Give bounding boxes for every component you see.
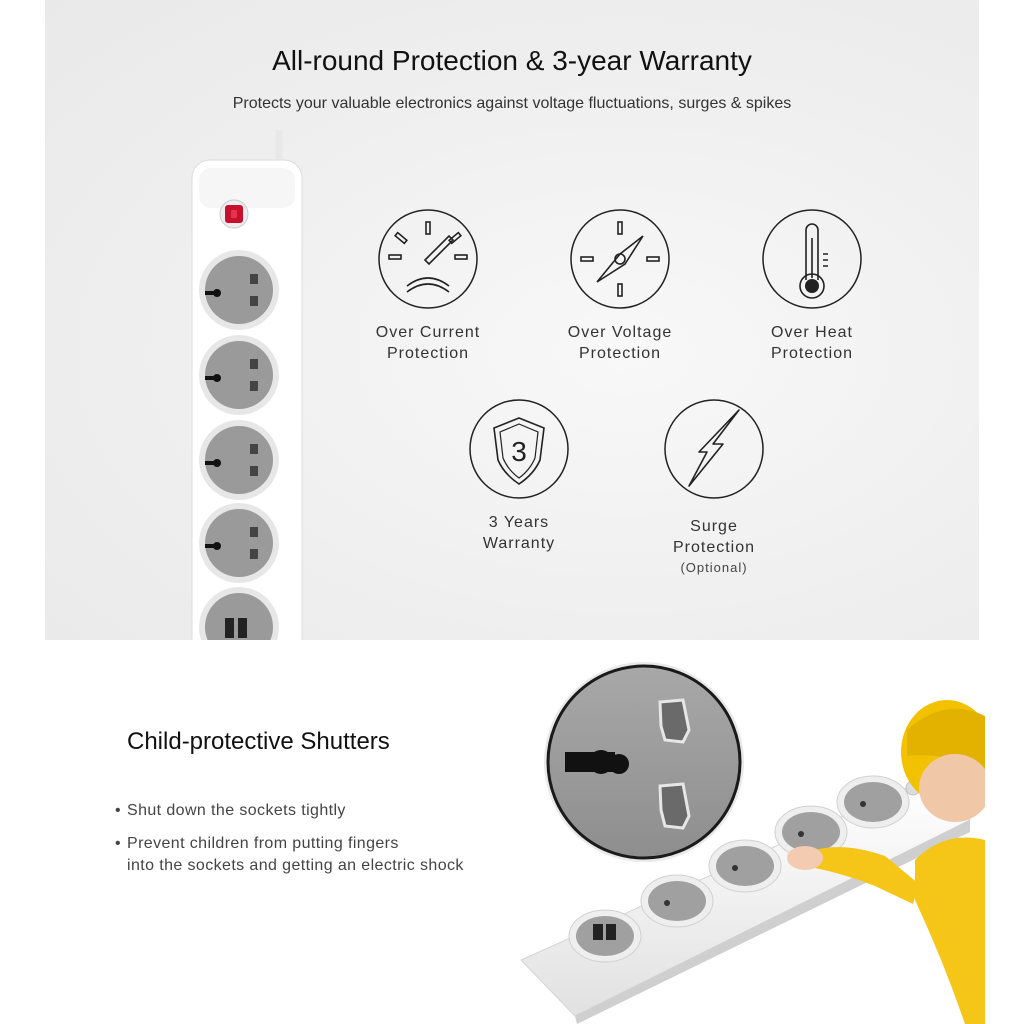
bullet-item: • Shut down the sockets tightly <box>115 800 515 822</box>
over-current-gauge-icon <box>377 208 479 310</box>
feature-label: Surge Protection <box>672 518 756 556</box>
feature-label: Over Heat Protection <box>770 324 854 362</box>
feature-label: Over Current Protection <box>375 324 481 362</box>
child-safety-photo <box>515 660 985 1024</box>
power-strip-image <box>187 130 307 640</box>
feature-label: 3 Years Warranty <box>482 514 556 552</box>
bullet-item: • Prevent children from putting fingers into the sockets and getting an electric shock <box>115 833 515 877</box>
feature-note: (Optional) <box>680 560 748 575</box>
page-subtitle: Protects your valuable electronics against voltage fluctuations, surges & spikes <box>232 95 792 112</box>
thermometer-icon <box>761 208 863 310</box>
socket-3 <box>199 420 279 500</box>
socket-closeup <box>544 662 744 862</box>
socket-4 <box>199 503 279 583</box>
over-voltage-compass-icon <box>569 208 671 310</box>
feature-over-heat <box>722 208 902 364</box>
child-figure <box>787 700 985 1024</box>
socket-2 <box>199 335 279 415</box>
feature-over-current <box>338 208 518 364</box>
feature-bullet-list <box>115 800 515 888</box>
feature-label: Over Voltage Protection <box>567 324 673 362</box>
shield-3-icon <box>468 398 570 500</box>
socket-1 <box>199 250 279 330</box>
lightning-bolt-icon <box>663 398 765 500</box>
feature-warranty <box>429 398 609 554</box>
section-title: Child-protective Shutters <box>127 728 390 755</box>
protection-banner <box>45 0 979 640</box>
shield-number: 3 <box>511 436 527 467</box>
page-title: All-round Protection & 3-year Warranty <box>272 45 752 76</box>
feature-surge <box>624 398 804 575</box>
feature-over-voltage <box>530 208 710 364</box>
